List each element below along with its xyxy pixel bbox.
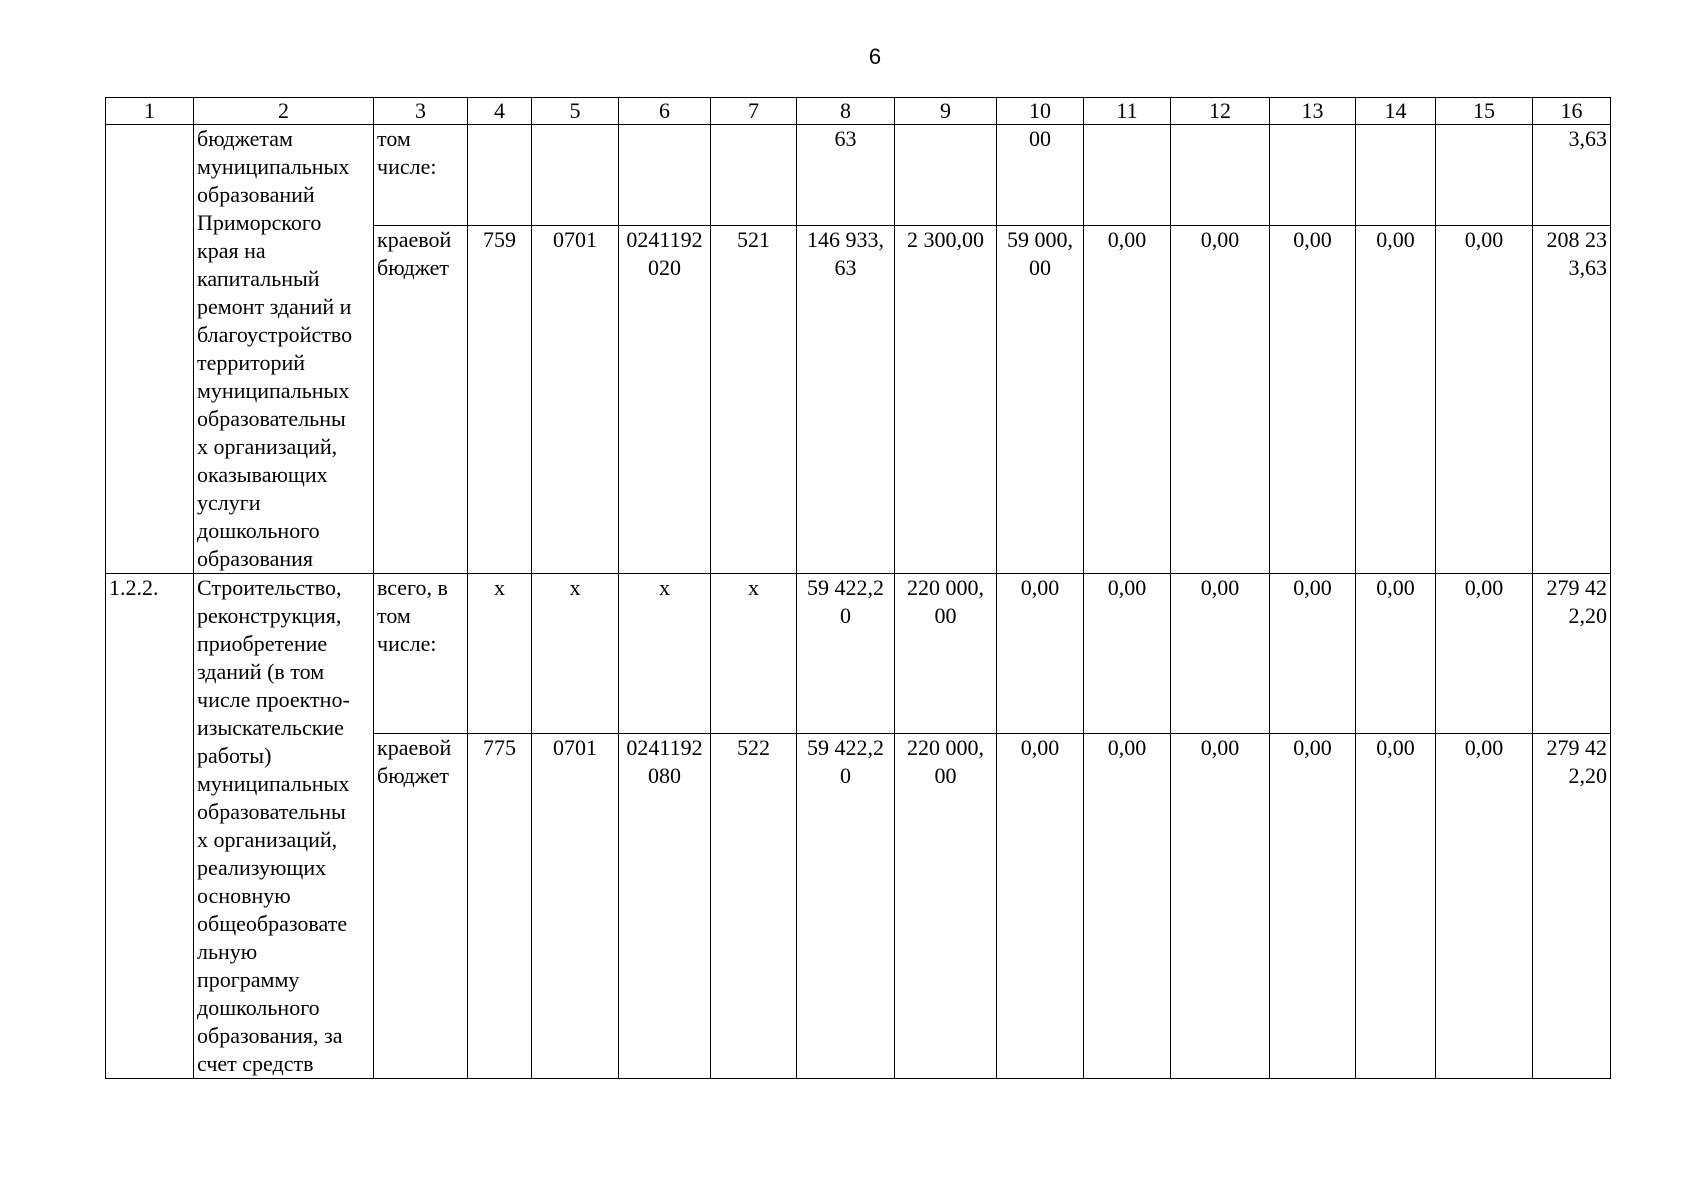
funding-source-cell: том числе:	[374, 125, 468, 226]
section-code-cell: x	[532, 574, 619, 734]
column-header: 8	[797, 98, 895, 125]
expense-type-cell: 522	[711, 734, 797, 1079]
value-cell: 0,00	[1356, 225, 1436, 573]
expense-type-cell	[711, 125, 797, 226]
gov-code-cell: 759	[468, 225, 532, 573]
value-cell: 0,00	[1171, 574, 1270, 734]
value-cell: 0,00	[1084, 574, 1171, 734]
value-cell: 0,00	[997, 734, 1084, 1079]
column-header: 5	[532, 98, 619, 125]
value-cell: 0,00	[1171, 225, 1270, 573]
column-header: 2	[194, 98, 374, 125]
column-header: 15	[1436, 98, 1533, 125]
column-header: 9	[895, 98, 997, 125]
table-row	[106, 574, 1611, 734]
expense-type-cell: x	[711, 574, 797, 734]
item-number-cell: 1.2.2.	[106, 574, 194, 1079]
budget-table	[105, 97, 1611, 1079]
value-cell: 59 422,2 0	[797, 734, 895, 1079]
value-cell: 0,00	[1270, 734, 1356, 1079]
value-cell: 59 000, 00	[997, 225, 1084, 573]
funding-source-cell: краевой бюджет	[374, 225, 468, 573]
target-code-cell: 0241192 080	[619, 734, 711, 1079]
column-header: 3	[374, 98, 468, 125]
value-cell: 00	[997, 125, 1084, 226]
column-number-header-row	[106, 98, 1611, 125]
value-cell	[1356, 125, 1436, 226]
column-header: 13	[1270, 98, 1356, 125]
value-cell	[1270, 125, 1356, 226]
value-cell: 63	[797, 125, 895, 226]
value-cell: 2 300,00	[895, 225, 997, 573]
target-code-cell: 0241192 020	[619, 225, 711, 573]
value-cell	[895, 125, 997, 226]
item-description: Строительство, реконструкция, приобретение зданий (в том числе проектно- изыскательские работы) муниципальных образовательны х организаций, реализующих основную общеобразовате льную программу дошкольного образования, за счет средств	[194, 574, 374, 1079]
value-cell	[1084, 125, 1171, 226]
value-cell	[1171, 125, 1270, 226]
gov-code-cell	[468, 125, 532, 226]
column-header: 11	[1084, 98, 1171, 125]
total-cell: 279 42 2,20	[1533, 574, 1611, 734]
section-code-cell: 0701	[532, 734, 619, 1079]
column-header: 14	[1356, 98, 1436, 125]
expense-type-cell: 521	[711, 225, 797, 573]
value-cell: 0,00	[1084, 225, 1171, 573]
value-cell: 0,00	[1171, 734, 1270, 1079]
value-cell: 0,00	[1356, 574, 1436, 734]
value-cell: 0,00	[1436, 734, 1533, 1079]
column-header: 10	[997, 98, 1084, 125]
gov-code-cell: 775	[468, 734, 532, 1079]
column-header: 1	[106, 98, 194, 125]
value-cell: 0,00	[1084, 734, 1171, 1079]
column-header: 6	[619, 98, 711, 125]
value-cell: 0,00	[1270, 225, 1356, 573]
value-cell: 220 000, 00	[895, 574, 997, 734]
total-cell: 208 23 3,63	[1533, 225, 1611, 573]
total-cell: 3,63	[1533, 125, 1611, 226]
column-header: 7	[711, 98, 797, 125]
value-cell: 0,00	[1270, 574, 1356, 734]
section-code-cell: 0701	[532, 225, 619, 573]
value-cell: 0,00	[997, 574, 1084, 734]
value-cell	[1436, 125, 1533, 226]
item-number-cell	[106, 125, 194, 574]
value-cell: 0,00	[1436, 574, 1533, 734]
item-description: бюджетам муниципальных образований Приморского края на капитальный ремонт зданий и благоустройство территорий муниципальных образовательны х организаций, оказывающих услуги дошкольного образования	[194, 125, 374, 574]
funding-source-cell: краевой бюджет	[374, 734, 468, 1079]
funding-source-cell: всего, в том числе:	[374, 574, 468, 734]
target-code-cell	[619, 125, 711, 226]
column-header: 12	[1171, 98, 1270, 125]
total-cell: 279 42 2,20	[1533, 734, 1611, 1079]
column-header: 16	[1533, 98, 1611, 125]
value-cell: 0,00	[1436, 225, 1533, 573]
page-number: 6	[868, 44, 882, 69]
value-cell: 220 000, 00	[895, 734, 997, 1079]
target-code-cell: x	[619, 574, 711, 734]
value-cell: 0,00	[1356, 734, 1436, 1079]
value-cell: 59 422,2 0	[797, 574, 895, 734]
column-header: 4	[468, 98, 532, 125]
value-cell: 146 933, 63	[797, 225, 895, 573]
section-code-cell	[532, 125, 619, 226]
table-row	[106, 125, 1611, 226]
gov-code-cell: x	[468, 574, 532, 734]
